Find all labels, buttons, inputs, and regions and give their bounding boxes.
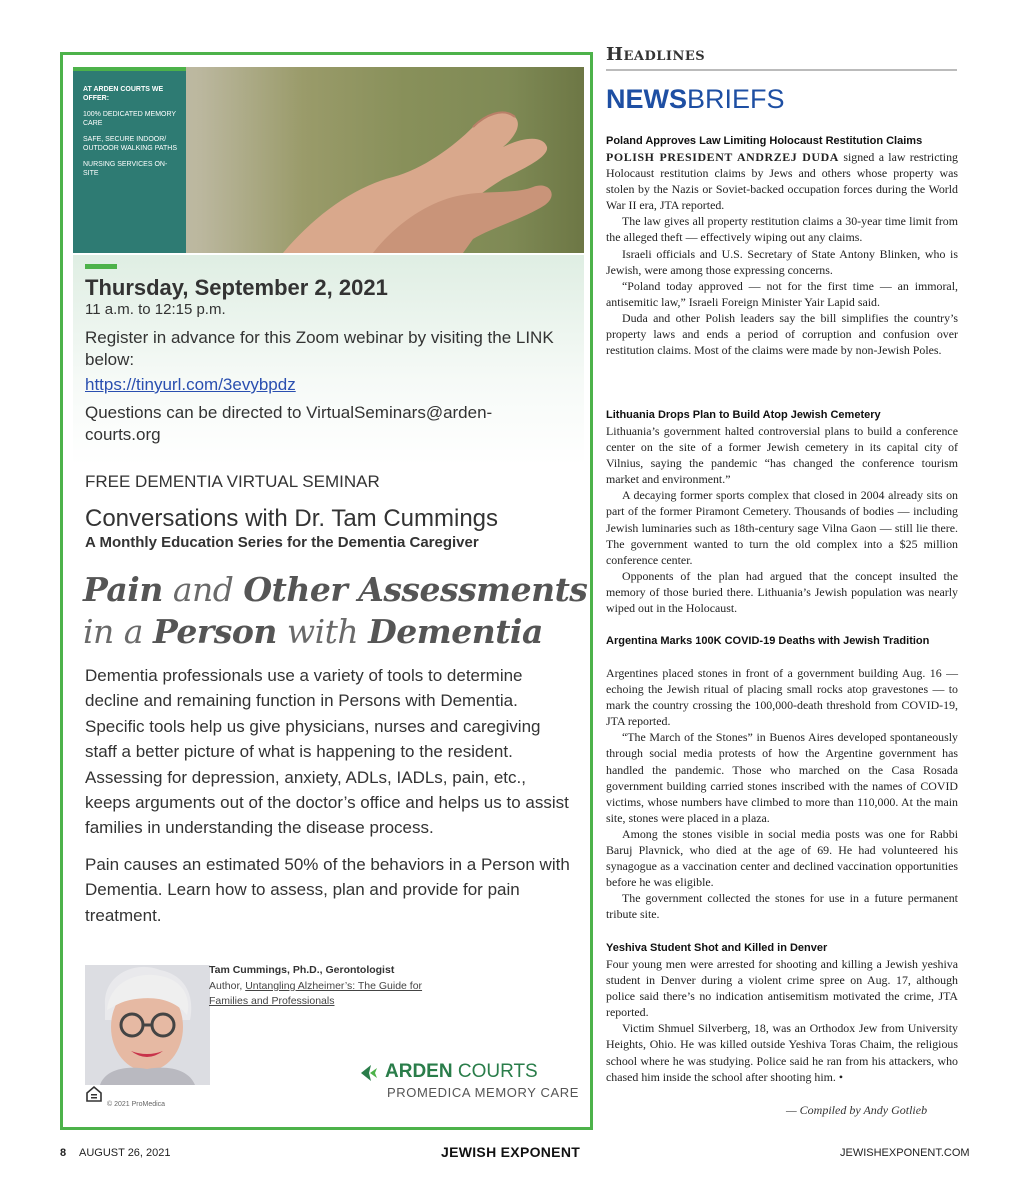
article-paragraph: Among the stones visible in social media posts was one for Rabbi Baruj Plavnick, who died at the age of 69. He had volunteered his synagogue as a vaccination center and declined vaccination opportunities before he was eligible. (606, 826, 958, 890)
article-paragraph: Opponents of the plan had argued that the concept insulted the memory of those buried there. Lithuania’s Jewish population was nearly wiped out in the Holocaust. (606, 568, 958, 616)
page-number: 8 (60, 1147, 67, 1159)
newsbriefs-bold: NEWS (606, 84, 687, 114)
portrait-illustration (85, 965, 210, 1085)
publication-name: JEWISH EXPONENT (441, 1144, 581, 1160)
seminar-ad (60, 52, 593, 1130)
seminar-label: FREE DEMENTIA VIRTUAL SEMINAR (85, 472, 380, 491)
copyright: © 2021 ProMedica (107, 1101, 166, 1108)
article-headline: Yeshiva Student Shot and Killed in Denver (606, 942, 828, 954)
article-headline: Lithuania Drops Plan to Build Atop Jewish Cemetery (606, 409, 881, 421)
paragraph-text: signed a law restricting Holocaust restitution claims by Jews and others whose property was stolen by the Nazis or Soviet-backed occupation forces during the World War II era, JTA reported. (606, 150, 958, 213)
offer-item: SAFE, SECURE INDOOR/ OUTDOOR WALKING PATHS (83, 136, 177, 152)
arden-courts-logo-icon (359, 1063, 379, 1083)
speaker-portrait (85, 965, 210, 1085)
issue-date: AUGUST 26, 2021 (79, 1147, 171, 1159)
article-headline: Argentina Marks 100K COVID-19 Deaths with Jewish Tradition (606, 635, 930, 647)
seminar-series-title: Conversations with Dr. Tam Cummings (85, 505, 499, 532)
title-word: in a (83, 612, 153, 651)
arden-courts-logo (385, 1061, 538, 1083)
compiled-by: — Compiled by Andy Gotlieb (786, 1103, 928, 1117)
publication-website: JEWISHEXPONENT.COM (840, 1147, 970, 1159)
article-headline: Poland Approves Law Limiting Holocaust Restitution Claims (606, 135, 923, 147)
description-paragraph: Pain causes an estimated 50% of the behaviors in a Person with Dementia. Learn how to assess, plan and provide for pain treatment. (85, 855, 570, 925)
article-body (606, 956, 958, 1085)
article-paragraph: “Poland today approved — not for the first time — an immoral, antisemitic law,” Israeli Foreign Minister Yair Lapid said. (606, 278, 958, 309)
equal-housing-icon (85, 1085, 103, 1103)
logo-word: COURTS (452, 1061, 538, 1082)
section-heading: Headlines (606, 44, 706, 65)
title-word: Other Assessments (243, 570, 588, 609)
article-paragraph: Lithuania’s government halted controversial plans to build a conference center on the site of a former Jewish cemetery in its capital city of Vilnius, saying the pandemic “has changed the conference tourism market and environment.” (606, 424, 958, 487)
event-date: Thursday, September 2, 2021 (85, 275, 388, 300)
webinar-link[interactable]: https://tinyurl.com/3evybpdz (85, 375, 296, 394)
questions-text: Questions can be directed to VirtualSeminars@arden-courts.org (85, 403, 493, 444)
logo-tagline: PROMEDICA MEMORY CARE (387, 1085, 579, 1100)
article-paragraph: The law gives all property restitution claims a 30-year time limit from the alleged theft — effectively wiping out any claims. (606, 214, 958, 245)
article-paragraph: The government collected the stones for use in a future permanent tribute site. (606, 891, 958, 922)
article-paragraph: Argentines placed stones in front of a government building Aug. 16 — echoing the Jewish ritual of placing small rocks atop gravestones — to mark the country crossing the 100,000-death threshold from COVID-19, JTA reported. (606, 666, 958, 729)
offer-heading: AT ARDEN COURTS WE OFFER: (83, 86, 164, 102)
hands-photo (73, 67, 584, 253)
title-word: Person (152, 612, 277, 651)
article-paragraph: A decaying former sports complex that closed in 2004 already sits on part of the former Piramont Cemetery. Thousands of bodies — including Jewish luminaries such as 18th-century sage Vilna Gaon — still lie there. The government wanted to turn the old complex into a $25 million conference center. (606, 488, 958, 567)
article-body (606, 423, 958, 616)
title-word: Dementia (368, 612, 543, 651)
article-paragraph: Israeli officials and U.S. Secretary of State Antony Blinken, who is Jewish, were among those expressing concerns. (606, 246, 958, 277)
article-paragraph: Four young men were arrested for shooting and killing a Jewish yeshiva student in Denver during a violent crime spree on Aug. 17, although police said there’s no indication antisemitism motivated the crime, JTA reported. (606, 957, 958, 1020)
logo-word: ARDEN (385, 1061, 453, 1082)
article-body (606, 665, 958, 923)
seminar-subtitle: A Monthly Education Series for the Dementia Caregiver (85, 534, 479, 551)
book-title: Untangling Alzheimer’s: The Guide for Families and Professionals (209, 980, 423, 1007)
divider (606, 69, 957, 71)
newsbriefs-title (606, 84, 785, 115)
register-text: Register in advance for this Zoom webinar by visiting the LINK below: (85, 328, 554, 369)
description-paragraph: Dementia professionals use a variety of tools to determine decline and remaining function in Persons with Dementia. Specific tools help us give physicians, nurses and caregiving staff a better picture of what is happening to the resident. Assessing for depression, anxiety, ADLs, IADLs, pain, etc., keeps arguments out of the doctor’s office and helps us to assist families in understanding the disease process. (85, 666, 569, 838)
lead-in: POLISH PRESIDENT ANDRZEJ DUDA (606, 150, 839, 164)
speaker-credit (209, 979, 429, 1009)
accent-bar (85, 264, 117, 269)
newsbriefs-light: BRIEFS (687, 84, 785, 114)
article-paragraph (606, 149, 958, 213)
speaker-name: Tam Cummings, Ph.D., Gerontologist (209, 964, 395, 976)
author-label: Author, (209, 980, 246, 992)
event-time: 11 a.m. to 12:15 p.m. (85, 301, 226, 318)
article-paragraph: Victim Shmuel Silverberg, 18, was an Orthodox Jew from University Heights, Ohio. He was killed outside Yeshiva Toras Chaim, the religious school where he was studying. Police said he ran from his attackers, who chased him inside the school after shooting him. • (606, 1021, 958, 1084)
offer-panel (73, 67, 186, 253)
offer-item: NURSING SERVICES ON-SITE (83, 161, 168, 177)
title-word: Pain (83, 570, 163, 609)
article-paragraph: “The March of the Stones” in Buenos Aires developed spontaneously through social media protests of how the Argentine government has handled the pandemic. Those who marched on the Casa Rosada government building carried stones inscribed with the names of COVID victims, whose numbers have climbed to more than 110,000. At the main site, stones were placed in a plaza. (606, 730, 958, 825)
seminar-title-line2 (83, 612, 543, 651)
title-word: and (162, 570, 244, 609)
title-word: with (276, 612, 369, 651)
offer-item: 100% DEDICATED MEMORY CARE (83, 111, 176, 127)
article-paragraph: Duda and other Polish leaders say the bill simplifies the country’s property laws and ends a period of corruption and confusion over restitution claims. Most of the claims were made by non-Jewish Poles. (606, 310, 958, 358)
hands-illustration (223, 77, 583, 253)
seminar-title-line1 (83, 570, 587, 609)
article-body (606, 149, 958, 358)
